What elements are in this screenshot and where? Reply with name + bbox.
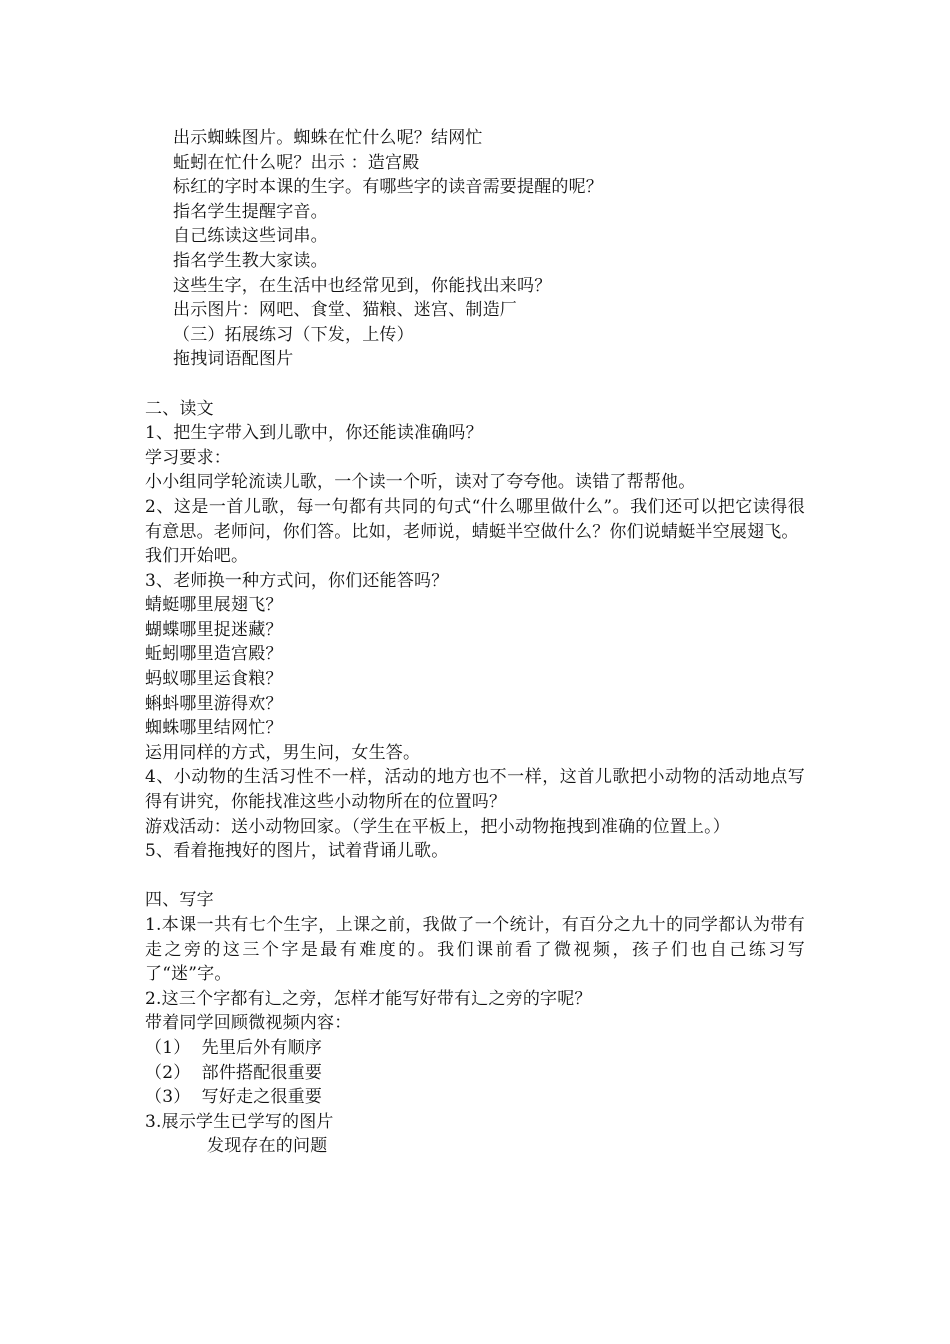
text-line: 学习要求： <box>145 447 231 468</box>
numbered-point: （2） 部件搭配很重要 <box>145 1062 323 1083</box>
question-line: 蜻蜓哪里展翅飞？ <box>145 595 283 616</box>
paragraph: 1.本课一共有七个生字，上课之前，我做了一个统计，有百分之九十的同学都认为带有走之旁的这三个字是最有难度的。我们课前看了微视频，孩子们也自己练习写了“迷”字。 <box>145 915 805 985</box>
text-line: 这些生字，在生活中也经常见到，你能找出来吗？ <box>173 275 552 296</box>
text-line: 运用同样的方式，男生问，女生答。 <box>145 742 421 763</box>
numbered-point: （3） 写好走之很重要 <box>145 1087 323 1108</box>
text-line: 指名学生教大家读。 <box>173 250 328 271</box>
text-line: 自己练读这些词串。 <box>173 226 328 247</box>
text-line: 发现存在的问题 <box>207 1136 328 1157</box>
paragraph: 2、这是一首儿歌，每一句都有共同的句式“什么哪里做什么”。我们还可以把它读得很有意思。老师问，你们答。比如，老师说，蜻蜓半空做什么？你们说蜻蜓半空展翅飞。 <box>145 496 805 542</box>
text-line: 蚯蚓在忙什么呢？出示 ：造宫殿 <box>173 152 420 173</box>
text-line: （三）拓展练习（下发，上传） <box>173 324 414 345</box>
text-line: 出示图片：网吧、食堂、猫粮、迷宫、制造厂 <box>173 300 517 321</box>
blank-line <box>145 864 805 889</box>
text-line: 带着同学回顾微视频内容： <box>145 1013 352 1034</box>
text-line: 1、把生字带入到儿歌中，你还能读准确吗？ <box>145 423 483 444</box>
section-heading: 二、读文 <box>145 398 214 419</box>
text-line: 标红的字时本课的生字。有哪些字的读音需要提醒的呢？ <box>173 177 603 198</box>
paragraph: 4、小动物的生活习性不一样，活动的地方也不一样，这首儿歌把小动物的活动地点写得有讲究，你能找准这些小动物所在的位置吗？ <box>145 767 805 813</box>
text-line: 2.这三个字都有⻌之旁，怎样才能写好带有⻌之旁的字呢？ <box>145 988 592 1009</box>
text-line: 拖拽词语配图片 <box>173 349 294 370</box>
text-line: 3、老师换一种方式问，你们还能答吗？ <box>145 570 449 591</box>
text-line: 小小组同学轮流读儿歌，一个读一个听，读对了夸夸他。读错了帮帮他。 <box>145 472 696 493</box>
text-line: 我们开始吧。 <box>145 546 249 567</box>
question-line: 蝴蝶哪里捉迷藏？ <box>145 619 283 640</box>
question-line: 蚯蚓哪里造宫殿？ <box>145 644 283 665</box>
text-line: 5、看着拖拽好的图片，试着背诵儿歌。 <box>145 841 449 862</box>
paragraph: 游戏活动：送小动物回家。（学生在平板上，把小动物拖拽到准确的位置上。） <box>145 816 730 837</box>
question-line: 蝌蚪哪里游得欢？ <box>145 693 283 714</box>
section-heading: 四、写字 <box>145 890 214 911</box>
text-line: 指名学生提醒字音。 <box>173 201 328 222</box>
question-line: 蜘蛛哪里结网忙？ <box>145 718 283 739</box>
text-line: 出示蜘蛛图片。蜘蛛在忙什么呢？结网忙 <box>173 128 483 148</box>
question-line: 蚂蚁哪里运食粮？ <box>145 669 283 690</box>
numbered-point: （1） 先里后外有顺序 <box>145 1037 323 1058</box>
text-line: 3.展示学生已学写的图片 <box>145 1111 334 1132</box>
blank-line <box>145 372 805 397</box>
document-body <box>145 126 805 1159</box>
